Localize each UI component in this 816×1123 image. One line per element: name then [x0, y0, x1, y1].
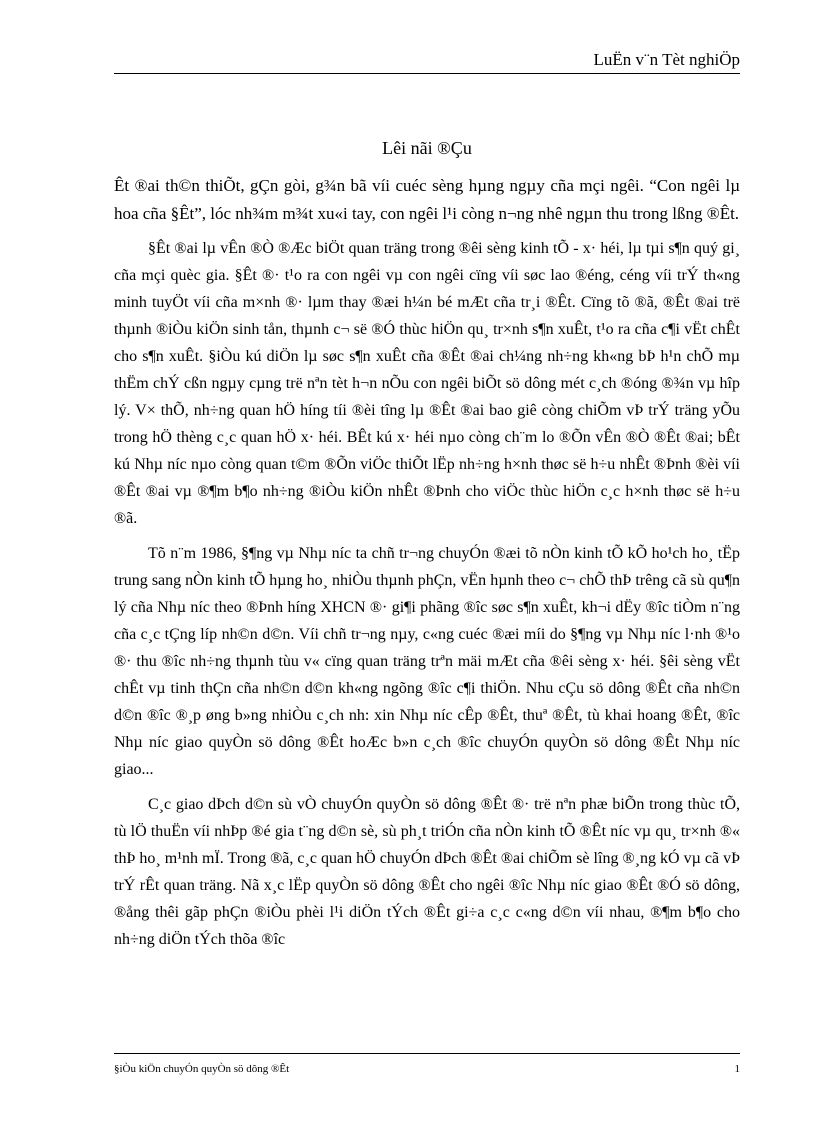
paragraph-2: §Êt ®ai lµ vÊn ®Ò ®Æc biÖt quan träng trong ®êi sèng kinh tÕ - x· héi, lµ tµi s¶n quý gi¸ cña mçi quèc gia. §Êt ®· t¹o ra con ngêi vµ con ngêi cïng víi søc lao ®éng, céng víi trÝ th«ng minh tuyÖt víi cña m×nh ®· lµm thay ®æi h¼n bé mÆt cña tr¸i ®Êt. Cïng tõ ®ã, ®Êt ®ai trë thµnh ®iÒu kiÖn sinh tån, thµnh c¬ së ®Ó thùc hiÖn qu¸ tr×nh s¶n xuÊt, t¹o ra cña c¶i vËt chÊt cho s¶n xuÊt. §iÒu kú diÖn lµ søc s¶n xuÊt cña ®Êt ®ai ch¼ng nh÷ng kh«ng bÞ h¹n chÕ mµ thËm chÝ cßn ngµy cµng trë nªn tèt h¬n nÕu con ngêi biÕt sö dông mét c¸ch ®óng ®¾n vµ hîp lý. V× thÕ, nh÷ng quan hÖ híng tíi ®èi tîng lµ ®Êt ®ai bao giê còng chiÕm vÞ trÝ träng yÕu trong hÖ thèng c¸c quan hÖ x· héi. BÊt kú x· héi nµo còng ch¨m lo ®Õn vÊn ®Ò ®Êt ®ai; bÊt kú Nhµ níc nµo còng quan t©m ®Õn viÖc thiÕt lËp nh÷ng h×nh thøc së h÷u nhÊt ®Þnh ®èi víi ®Êt ®ai vµ ®¶m b¶o nh÷ng ®iÒu kiÖn nhÊt ®Þnh cho viÖc thùc hiÖn c¸c h×nh thøc së h÷u ®ã. [114, 240, 740, 528]
footer-text: §iÒu kiÖn chuyÓn quyÒn sö dông ®Êt [114, 1063, 290, 1075]
running-header [114, 50, 740, 70]
document-title: Lêi nãi ®Çu [382, 138, 472, 158]
paragraph-3: Tõ n¨m 1986, §¶ng vµ Nhµ níc ta chñ tr¬ng chuyÓn ®æi tõ nÒn kinh tÕ kÕ ho¹ch ho¸ tËp trung sang nÒn kinh tÕ hµng ho¸ nhiÒu thµnh phÇn, vËn hµnh theo c¬ chÕ thÞ trêng cã sù qu¶n lý cña Nhµ níc theo ®Þnh híng XHCN ®· gi¶i phãng ®îc søc s¶n xuÊt, kh¬i dËy ®îc tiÒm n¨ng cña c¸c tÇng líp nh©n d©n. Víi chñ tr¬ng nµy, c«ng cuéc ®æi míi do §¶ng vµ Nhµ níc l·nh ®¹o ®· thu ®îc nh÷ng thµnh tùu v« cïng quan träng trªn mäi mÆt cña ®êi sèng x· héi. §êi sèng vËt chÊt vµ tinh thÇn cña nh©n d©n kh«ng ngõng ®îc c¶i thiÖn. Nhu cÇu sö dông ®Êt cña nh©n d©n ®îc ®¸p øng b»ng nhiÒu c¸ch nh: xin Nhµ níc cÊp ®Êt, thuª ®Êt, tù khai hoang ®Êt, ®îc Nhµ níc giao quyÒn sö dông ®Êt hoÆc b»n c¸ch ®îc chuyÓn quyÒn sö dông ®Êt Nhµ níc giao... [114, 545, 740, 779]
header-rule [114, 73, 740, 74]
paragraph-1: Êt ®ai th©n thiÕt, gÇn gòi, g¾n bã víi cuéc sèng hµng ngµy cña mçi ngêi. “Con ngêi lµ hoa cña §Êt”, lóc nh¾m m¾t xu«i tay, con ngêi l¹i còng n¬ng nhê ngµn thu trong lßng ®Êt. [114, 176, 740, 223]
footer-rule [114, 1053, 740, 1054]
document-body [114, 172, 740, 961]
page-number: 1 [734, 1063, 740, 1075]
header-title: LuËn v¨n Tèt nghiÖp [593, 50, 740, 69]
paragraph-4: C¸c giao dÞch d©n sù vÒ chuyÓn quyÒn sö dông ®Êt ®· trë nªn phæ biÕn trong thùc tÕ, tù lÖ thuËn víi nhÞp ®é gia t¨ng d©n sè, sù ph¸t triÓn cña nÒn kinh tÕ ®Êt níc vµ qu¸ tr×nh ®« thÞ ho¸ m¹nh mÏ. Trong ®ã, c¸c quan hÖ chuyÓn dÞch ®Êt ®ai chiÕm sè lîng ®¸ng kÓ vµ cã vÞ trÝ rÊt quan träng. Nã x¸c lËp quyÒn sö dông ®Êt cho ngêi ®îc Nhµ níc giao ®Êt ®Ó sö dông, ®ång thêi gãp phÇn ®iÒu phèi l¹i diÖn tÝch ®Êt gi÷a c¸c c«ng d©n víi nhau, ®¶m b¶o cho nh÷ng diÖn tÝch thõa ®îc [114, 796, 740, 949]
